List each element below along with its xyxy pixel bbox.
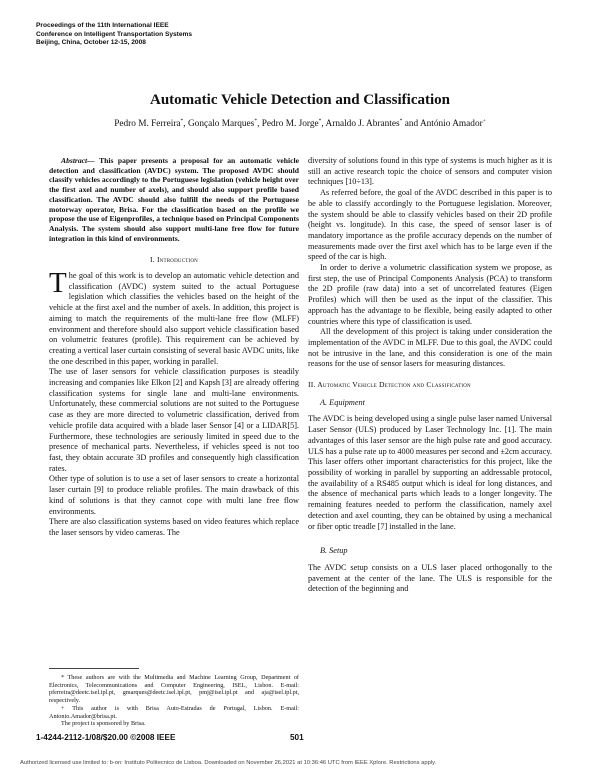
footnote-2: + This author is with Brisa Auto-Estradas de Portugal, Lisbon. E-mail: Antonio.Amador@brisa.pt. xyxy=(49,704,299,720)
drop-cap: T xyxy=(49,267,67,300)
intro-paragraph-4: There are also classification systems based on video features which replace the laser sensors by video cameras. The xyxy=(49,517,299,537)
abstract-text: This paper presents a proposal for an automatic vehicle detection and classification (AVDC) system. The proposed AVDC should classify vehicles accordingly to the Portuguese legislation (vehicle height over the first axel and number of axels), and should also support profile based classification. The AVDC should also fulfill the needs of the Portuguese motorway operator, Brisa. For the classification based on the profile we propose the use of Eigenprofiles, a technique based on Principal Components Analysis. The system should also support multi-lane free flow for future integration in this kind of environments. xyxy=(49,156,299,243)
footnote-rule xyxy=(49,668,139,669)
intro-paragraph-3: Other type of solution is to use a set of laser sensors to create a horizontal laser curtain [9] to produce reliable profiles. The main drawback of this kind of solutions is that they cannot cope with multi lane free flow environments. xyxy=(49,474,299,516)
author-4: Arnaldo J. Abrantes xyxy=(325,119,400,130)
right-paragraph-2: As referred before, the goal of the AVDC described in this paper is to be able to classify accordingly to the Portuguese legislation. Moreover, the system should be able to classify vehicles based on their 2D profile (height vs. longitude). In this case, the speed of sensor laser is of mandatory importance as the profile accuracy depends on the number of measurements made over the first axel which has to be large even if the speed of the car is high. xyxy=(308,188,552,262)
isbn-footer: 1-4244-2112-1/08/$20.00 ©2008 IEEE xyxy=(36,733,176,742)
section-1-heading: I. Introduction xyxy=(150,255,198,265)
author-4-mark: * xyxy=(399,118,403,124)
author-1: Pedro M. Ferreira xyxy=(114,119,181,130)
author-2-mark: * xyxy=(254,118,258,124)
author-5-mark: + xyxy=(482,118,486,124)
author-1-mark: * xyxy=(180,118,184,124)
equipment-paragraph: The AVDC is being developed using a single pulse laser named Universal Laser Sensor (ULS) produced by Laser Technology Inc. [1]. The main advantages of this laser sensor are the high pulse rate and good accuracy. ULS has a pulse rate up to 4000 measures per second and ±2cm accuracy. This laser offers other important characteristics for this project, like the possibility of working in parallel by supporting an addressable protocol, the availability of a RS485 output which is ideal for long distances, and the absence of mechanical parts which leads to a longer longevity. The remaining features needed to perform the classification, namely axel detection and axel counting, they can be obtained by using a mechanical or fiber optic treadle [7] installed in the lane. xyxy=(308,414,552,531)
proceedings-header xyxy=(36,22,336,48)
proceedings-line-1: Proceedings of the 11th International IEEE xyxy=(36,22,169,29)
footnote-1: * These authors are with the Multimedia and Machine Learning Group, Department of Electronics, Telecommunications and Computer Engineering, ISEL, Lisbon. E-mail: pferreira@deetc.isel.ipl.pt, gmarques@deetc.isel.ipl.pt, pmj@isel.ipl.pt and aja@isel.ipl.pt, respectively. xyxy=(49,674,299,705)
setup-paragraph: The AVDC setup consists on a ULS laser placed orthogonally to the pavement at the center of the lane. The ULS is responsible for the detection of the beginning and xyxy=(308,562,552,594)
abstract-label: Abstract— xyxy=(61,156,95,165)
right-paragraph-4: All the development of this project is taking under consideration the implementation of the AVDC in MLFF. Due to this goal, the AVDC could not be intrusive in the lane, and this consideration is one of the main reasons for the use of sensor lasers for measuring distances. xyxy=(308,327,552,369)
intro-paragraph-2: The use of laser sensors for vehicle classification purposes is steadily increasing and companies like Elkon [2] and Kapsh [3] are already offering classification systems for single lane and multi-lane environments. Unfortunately, these commercial solutions are not suited to the Portuguese case as they are more directed to volumetric classification, derived from vehicle profile data acquired with a blade laser Sensor [4] or a LIDAR[5]. Furthermore, these technologies are seriously limited in speed due to the presence of mechanical parts. Nevertheless, if vehicles speed is not too fast, they obtain accurate 3D profiles and consequently high classification rates. xyxy=(49,367,299,473)
proceedings-line-2: Conference on Intelligent Transportation Systems xyxy=(36,30,193,38)
author-list: Pedro M. Ferreira*, Gonçalo Marques*, Pedro M. Jorge*, Arnaldo J. Abrantes* and António Amador+ xyxy=(114,118,486,130)
abstract xyxy=(49,156,299,243)
right-paragraph-3: In order to derive a volumetric classification system we propose, as first step, the use of Principal Components Analysis (PCA) to transform the 2D profile (raw data) into a set of uncorrelated features (Eigen Profiles) which will then be used as the input of the classifier. This approach has the advantage to be flexible, being easily adapted to other countries where this type of classification is used. xyxy=(308,263,552,326)
footnote-3: The project is sponsored by Brisa. xyxy=(61,720,146,728)
license-notice: Authorized licensed use limited to: b-on: Instituto Politecnico de Lisboa. Downloaded on November 26,2021 at 10:36:46 UTC from IEEE Xplore. Restrictions apply. xyxy=(20,760,437,766)
author-3-mark: * xyxy=(318,118,322,124)
proceedings-line-3: Beijing, China, October 12-15, 2008 xyxy=(36,39,146,47)
author-5: António Amador xyxy=(419,119,483,130)
page-number: 501 xyxy=(290,733,304,742)
paper-title: Automatic Vehicle Detection and Classification xyxy=(150,92,450,108)
footnotes xyxy=(49,674,299,728)
intro-paragraph-1: The goal of this work is to develop an automatic vehicle detection and classification (AVDC) system suited to the actual Portuguese legislation which classifies the vehicles based on the height of the vehicle at the first axel and the number of axels. In addition, this project is aiming to match the requirements of the multi-lane free flow (MLFF) environment and therefore should also support vehicle classification based on volumetric features (profile). This requirement can be achieved by creating a vertical laser curtain consisting of several basic AVDC units, like the one described in this paper, working in parallel. xyxy=(49,267,299,366)
right-column xyxy=(308,156,552,595)
author-2: Gonçalo Marques xyxy=(187,119,255,130)
subsection-a-heading: A. Equipment xyxy=(320,397,365,407)
subsection-b-heading: B. Setup xyxy=(320,546,348,556)
section-2-heading: II. Automatic Vehicle Detection and Classification xyxy=(308,380,471,390)
right-paragraph-1: diversity of solutions found in this type of systems is much higher as it is still an active research topic the choice of sensors and computer vision techniques [10÷13]. xyxy=(308,156,552,187)
left-column xyxy=(49,156,299,539)
author-3: Pedro M. Jorge xyxy=(261,119,319,130)
